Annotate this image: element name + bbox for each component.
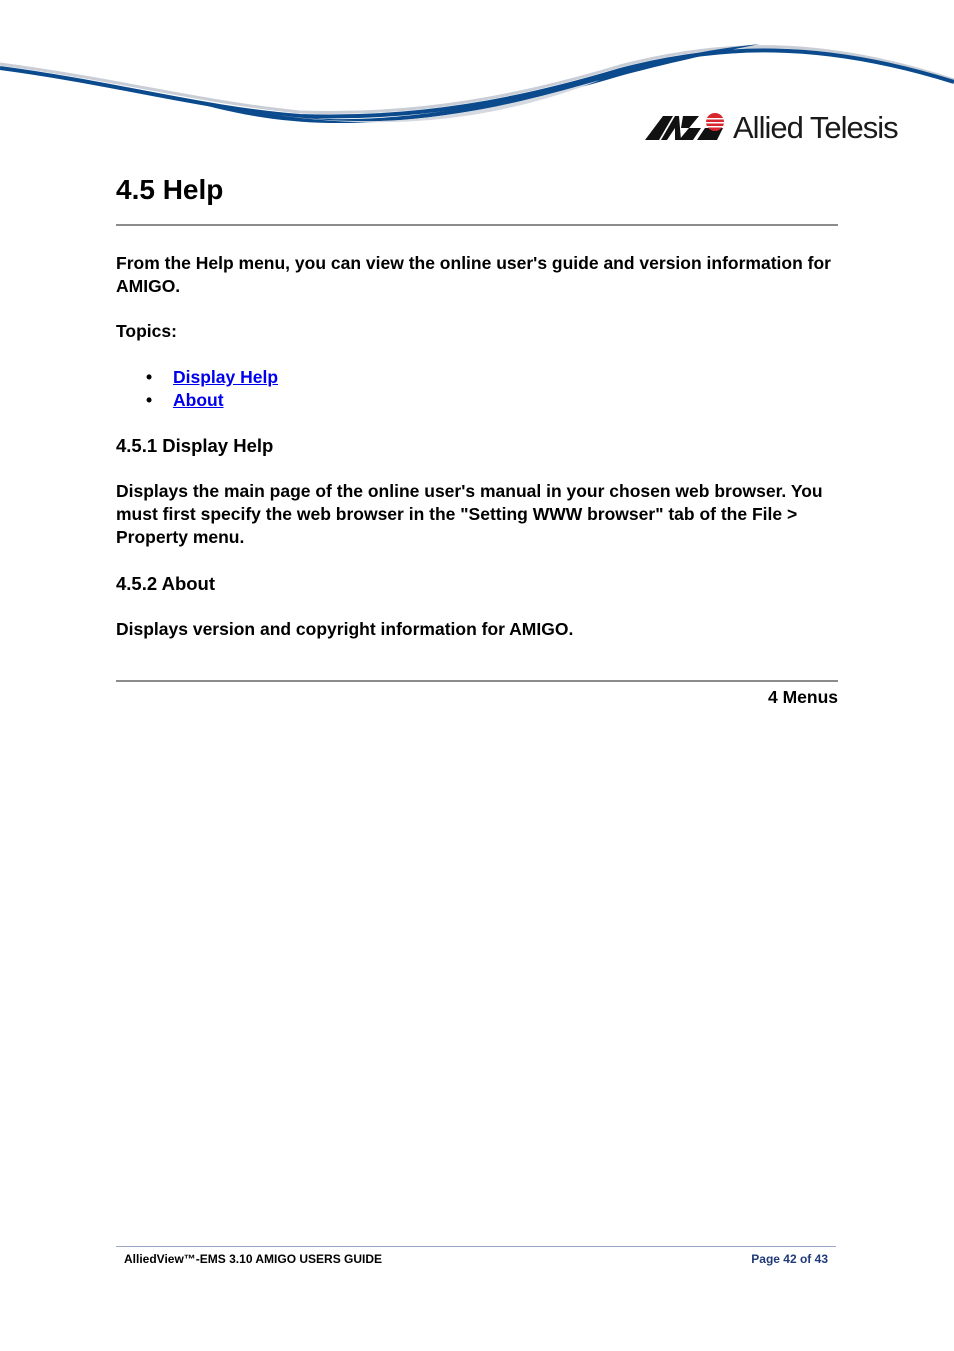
section-intro: From the Help menu, you can view the online user's guide and version information for AMIGO. xyxy=(116,253,831,296)
top-divider xyxy=(116,224,838,226)
bullet-icon: • xyxy=(146,367,153,387)
chapter-label: 4 Menus xyxy=(767,687,838,707)
allied-telesis-logo xyxy=(645,108,898,148)
footer-page-number: Page 42 of 43 xyxy=(751,1252,828,1266)
brand-name: Allied Telesis xyxy=(733,110,898,145)
subsection-body-about: Displays version and copyright information for AMIGO. xyxy=(116,619,574,639)
topic-link-about[interactable]: About xyxy=(173,390,224,410)
footer-divider xyxy=(116,1246,836,1247)
subsection-body-display-help: Displays the main page of the online user's manual in your chosen web browser. You must first specify the web browser in the "Setting WWW browser" tab of the File > Property menu. xyxy=(116,481,823,547)
subsection-title-display-help: 4.5.1 Display Help xyxy=(116,435,274,456)
allied-telesis-logo-mark-icon xyxy=(645,108,727,148)
topics-label: Topics: xyxy=(116,321,177,341)
footer-document-title: AlliedView™-EMS 3.10 AMIGO USERS GUIDE xyxy=(124,1252,383,1266)
topic-link-display-help[interactable]: Display Help xyxy=(173,367,279,387)
section-title: 4.5 Help xyxy=(116,174,224,205)
subsection-title-about: 4.5.2 About xyxy=(116,573,216,594)
bullet-icon: • xyxy=(146,390,153,410)
bottom-divider xyxy=(116,680,838,682)
